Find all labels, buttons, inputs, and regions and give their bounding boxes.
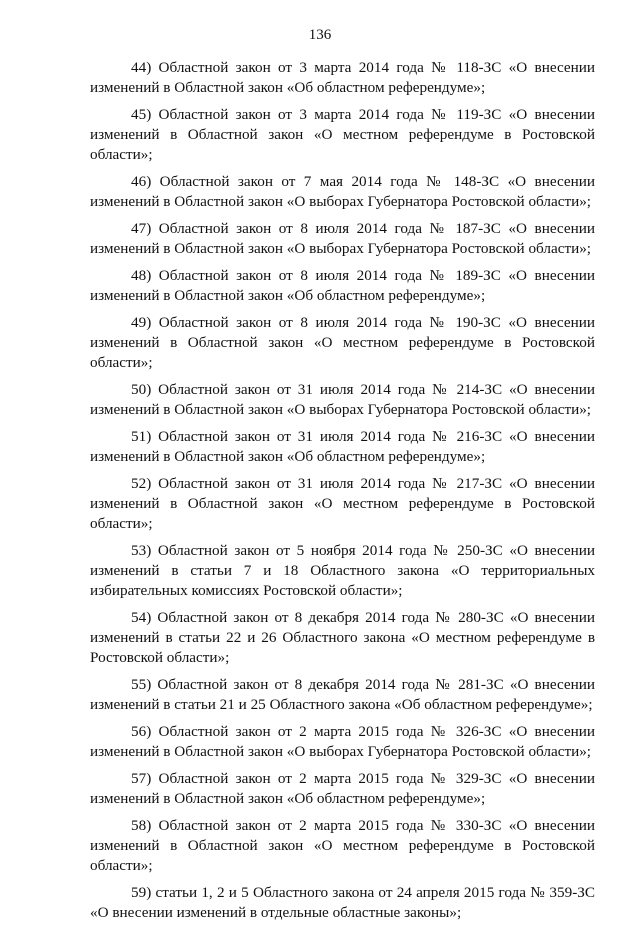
- list-item: 57) Областной закон от 2 марта 2015 года № 329-ЗС «О внесении изменений в Областной закон «Об областном референдуме»;: [90, 770, 595, 807]
- list-item: 46) Областной закон от 7 мая 2014 года № 148-ЗС «О внесении изменений в Областной закон «О выборах Губернатора Ростовской области»;: [90, 173, 595, 210]
- list-item: 49) Областной закон от 8 июля 2014 года № 190-ЗС «О внесении изменений в Областной закон «О местном референдуме в Ростовской области»;: [90, 314, 595, 371]
- list-item: 51) Областной закон от 31 июля 2014 года № 216-ЗС «О внесении изменений в Областной закон «Об областном референдуме»;: [90, 428, 595, 465]
- list-item: 53) Областной закон от 5 ноября 2014 года № 250-ЗС «О внесении изменений в статьи 7 и 18 Областного закона «О территориальных избирательных комиссиях Ростовской области»;: [90, 542, 595, 599]
- page-number: 136: [308, 27, 332, 43]
- list-item: 54) Областной закон от 8 декабря 2014 года № 280-ЗС «О внесении изменений в статьи 22 и 26 Областного закона «О местном референдуме в Ростовской области»;: [90, 609, 595, 666]
- list-item: 58) Областной закон от 2 марта 2015 года № 330-ЗС «О внесении изменений в Областной закон «О местном референдуме в Ростовской области»;: [90, 817, 595, 874]
- list-item: 44) Областной закон от 3 марта 2014 года № 118-ЗС «О внесении изменений в Областной закон «Об областном референдуме»;: [90, 59, 595, 96]
- list-item: 59) статьи 1, 2 и 5 Областного закона от 24 апреля 2015 года № 359-ЗС «О внесении изменений в отдельные областные законы»;: [90, 884, 595, 921]
- list-item: 48) Областной закон от 8 июля 2014 года № 189-ЗС «О внесении изменений в Областной закон «Об областном референдуме»;: [90, 267, 595, 304]
- law-list: [90, 58, 595, 930]
- list-item: 55) Областной закон от 8 декабря 2014 года № 281-ЗС «О внесении изменений в статьи 21 и 25 Областного закона «Об областном референдуме»;: [90, 676, 595, 713]
- list-item: 50) Областной закон от 31 июля 2014 года № 214-ЗС «О внесении изменений в Областной закон «О выборах Губернатора Ростовской области»;: [90, 381, 595, 418]
- list-item: 56) Областной закон от 2 марта 2015 года № 326-ЗС «О внесении изменений в Областной закон «О выборах Губернатора Ростовской области»;: [90, 723, 595, 760]
- list-item: 47) Областной закон от 8 июля 2014 года № 187-ЗС «О внесении изменений в Областной закон «О выборах Губернатора Ростовской области»;: [90, 220, 595, 257]
- list-item: 45) Областной закон от 3 марта 2014 года № 119-ЗС «О внесении изменений в Областной закон «О местном референдуме в Ростовской области»;: [90, 106, 595, 163]
- list-item: 52) Областной закон от 31 июля 2014 года № 217-ЗС «О внесении изменений в Областной закон «О местном референдуме в Ростовской области»;: [90, 475, 595, 532]
